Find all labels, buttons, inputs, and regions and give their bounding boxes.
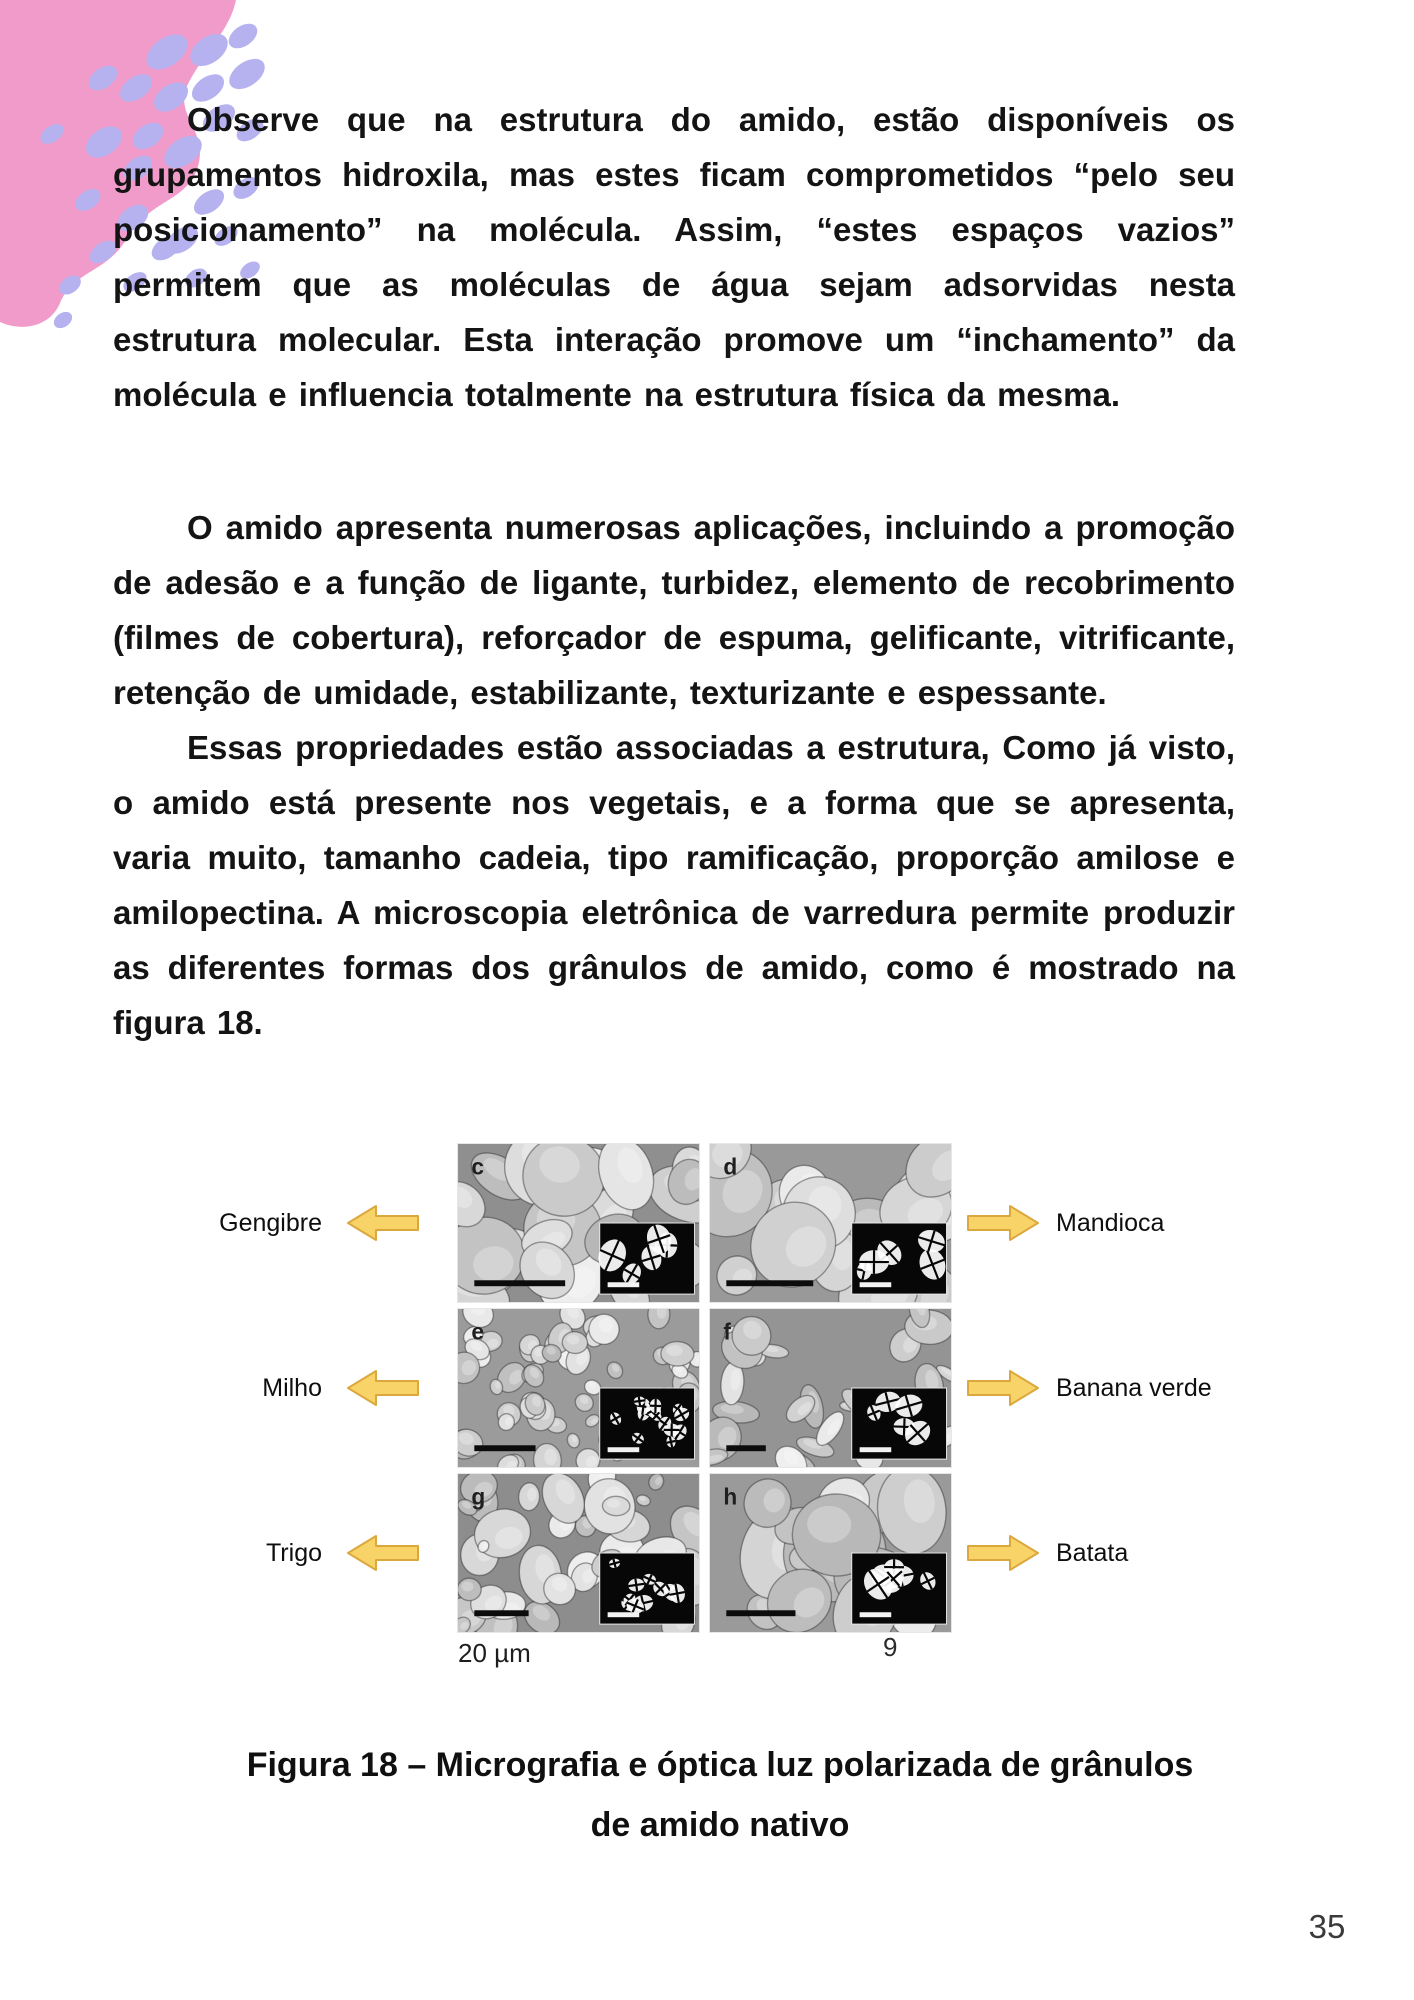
svg-text:e: e [471,1318,484,1345]
micrograph-panel-g [457,1473,700,1633]
micrograph-panel-e [457,1308,700,1468]
micrograph-panel-f [709,1308,952,1468]
label-mandioca: Mandioca [1056,1209,1165,1237]
svg-text:f: f [723,1318,731,1345]
svg-text:g: g [471,1483,486,1510]
label-batata: Batata [1056,1539,1129,1567]
page-number: 35 [1308,1908,1346,1945]
paragraph-2: O amido apresenta numerosas aplicações, incluindo a promoção de adesão e a função de ligante, turbidez, elemento de recobrimento (filmes de cobertura), reforçador de espuma, gelificante, vitrificante, retenção de umidade, estabilizante, texturizante e espessante. [113,509,1235,711]
paragraph-3: Essas propriedades estão associadas a estrutura, Como já visto, o amido está presente nos vegetais, e a forma que se apresenta, varia muito, tamanho cadeia, tipo ramificação, proporção amilose e amilopectina. A microscopia eletrônica de varredura permite produzir as diferentes formas dos grânulos de amido, como é mostrado na figura 18. [113,729,1235,1041]
label-gengibre: Gengibre [219,1209,322,1237]
label-trigo: Trigo [265,1539,322,1567]
figure-caption-line-1: Figura 18 – Micrografia e óptica luz polarizada de grânulos [246,1746,1194,1784]
arrow-right-icon [966,1534,1040,1572]
figure-caption-line-2: de amido nativo [590,1806,850,1844]
svg-text:h: h [723,1483,738,1510]
stray-mark: 9 [883,1632,898,1662]
body-text [113,92,1235,1050]
arrow-right-icon [966,1204,1040,1242]
arrow-left-icon [346,1369,420,1407]
svg-text:d: d [723,1153,738,1180]
arrow-left-icon [346,1534,420,1572]
label-milho: Milho [262,1374,322,1402]
scale-label: 20 µm [458,1638,531,1668]
arrow-right-icon [966,1369,1040,1407]
micrograph-panel-c [457,1143,700,1303]
figure-caption [113,1735,1327,1855]
micrograph-panel-d [709,1143,952,1303]
label-banana-verde: Banana verde [1056,1374,1212,1402]
svg-text:c: c [471,1153,484,1180]
arrow-left-icon [346,1204,420,1242]
micrograph-panel-h [709,1473,952,1633]
paragraph-1: Observe que na estrutura do amido, estão disponíveis os grupamentos hidroxila, mas estes ficam comprometidos “pelo seu posicionamento” na molécula. Assim, “estes espaços vazios” permitem que as moléculas de água sejam adsorvidas nesta estrutura molecular. Esta interação promove um “inchamento” da molécula e influencia totalmente na estrutura física da mesma. [113,101,1235,413]
